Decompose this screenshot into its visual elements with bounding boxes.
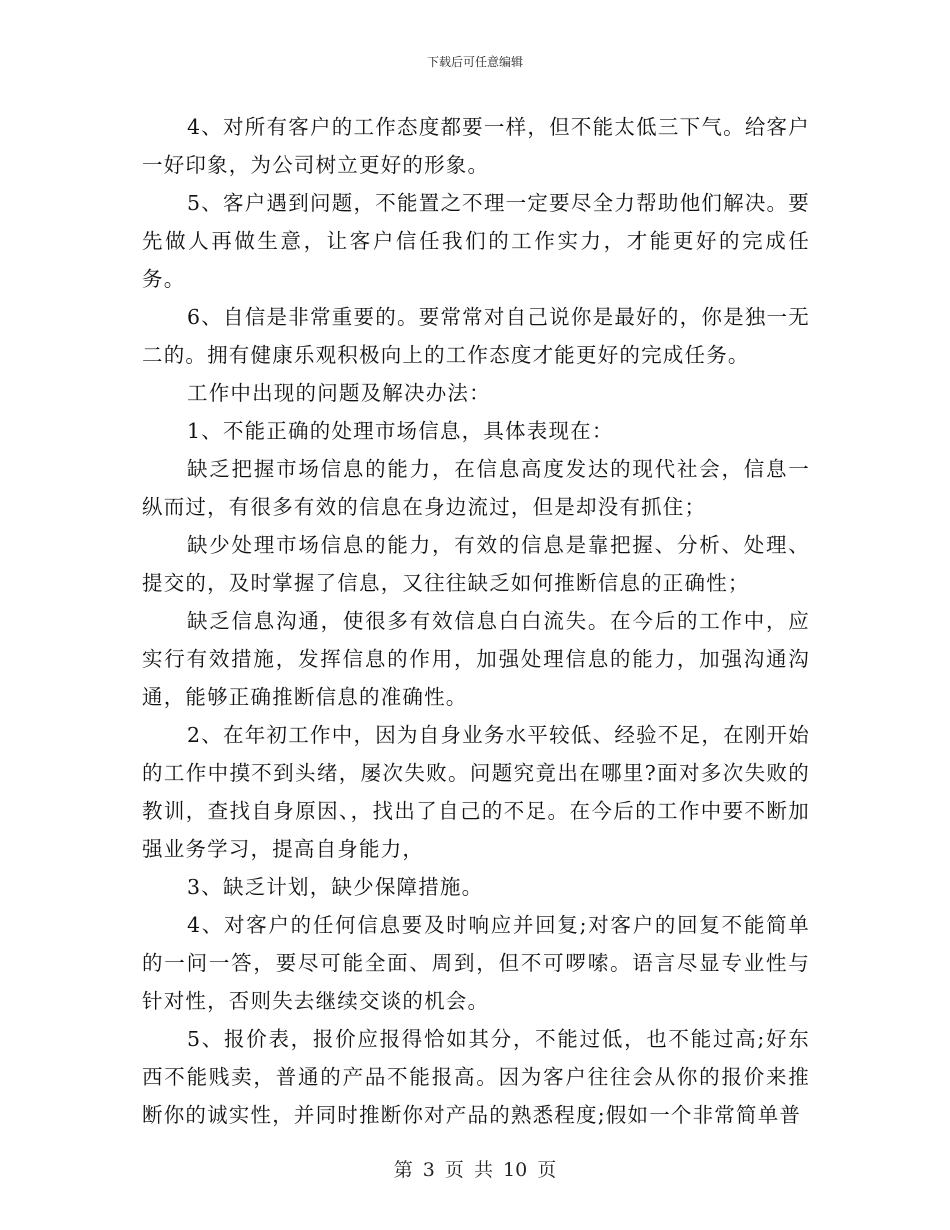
paragraph: 5、报价表，报价应报得恰如其分，不能过低，也不能过高;好东西不能贱卖，普通的产品不能报高。因为客户往往会从你的报价来推断你的诚实性，并同时推断你对产品的熟悉程度;假如一个非常简单普 — [142, 1027, 810, 1127]
section-heading: 工作中出现的问题及解决办法： — [187, 381, 491, 405]
paragraph: 4、对客户的任何信息要及时响应并回复;对客户的回复不能简单的一问一答，要尽可能全面、周到，但不可啰嗦。语言尽显专业性与针对性，否则失去继续交谈的机会。 — [142, 913, 810, 1013]
paragraph: 4、对所有客户的工作态度都要一样，但不能太低三下气。给客户一好印象，为公司树立更好的形象。 — [142, 115, 810, 177]
paragraph: 缺乏把握市场信息的能力，在信息高度发达的现代社会，信息一纵而过，有很多有效的信息在身边流过，但是却没有抓住； — [142, 457, 810, 519]
paragraph: 6、自信是非常重要的。要常常对自己说你是最好的，你是独一无二的。拥有健康乐观积极向上的工作态度才能更好的完成任务。 — [142, 305, 810, 367]
paragraph: 3、缺乏计划，缺少保障措施。 — [187, 875, 484, 899]
page-number-footer: 第 3 页 共 10 页 — [393, 1159, 557, 1181]
paragraph: 2、在年初工作中，因为自身业务水平较低、经验不足，在刚开始的工作中摸不到头绪，屡次失败。问题究竟出在哪里?面对多次失败的教训，查找自身原因、，找出了自己的不足。在今后的工作中要不断加强业务学习，提高自身能力， — [142, 723, 810, 861]
paragraph: 5、客户遇到问题，不能置之不理一定要尽全力帮助他们解决。要先做人再做生意，让客户信任我们的工作实力，才能更好的完成任务。 — [142, 191, 810, 291]
paragraph: 缺乏信息沟通，使很多有效信息白白流失。在今后的工作中，应实行有效措施，发挥信息的作用，加强处理信息的能力，加强沟通沟通，能够正确推断信息的准确性。 — [142, 609, 810, 709]
paragraph: 1、不能正确的处理市场信息，具体表现在： — [187, 419, 614, 443]
page-header: 下载后可任意编辑 — [426, 55, 523, 69]
document-body — [142, 108, 810, 1134]
paragraph: 缺少处理市场信息的能力，有效的信息是靠把握、分析、处理、提交的，及时掌握了信息，又往往缺乏如何推断信息的正确性； — [142, 533, 810, 595]
